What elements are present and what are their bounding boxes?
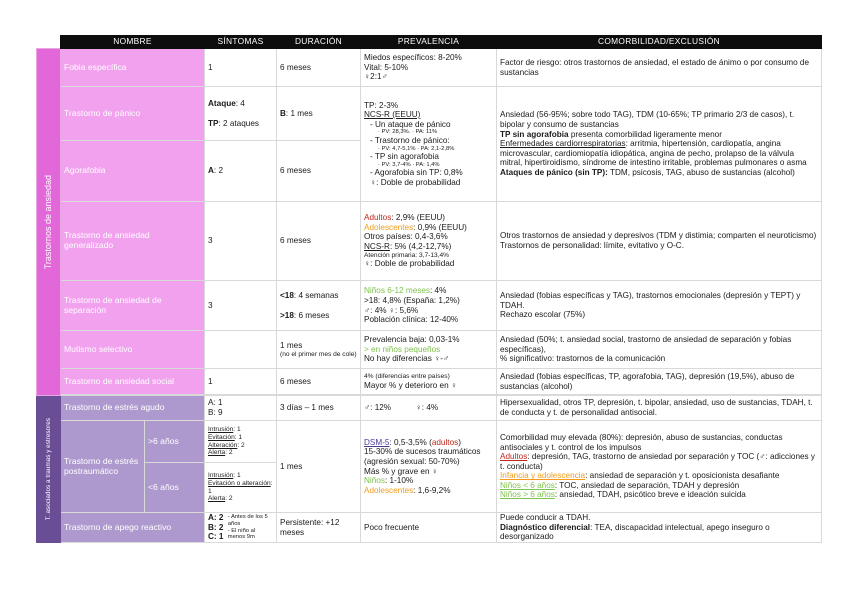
mut-prev-1: Prevalencia baja: 0,03-1% [364,335,460,345]
tept-sub-menor6: <6 años [145,463,205,513]
fobia-sintomas: 1 [205,49,277,87]
soc-prev-2: Mayor % y deterioro en ♀ [364,380,458,390]
tept-prev-3: Más % y grave en ♀ [364,466,438,476]
pa-prev-10: ♀: Doble de probabilidad [370,177,461,187]
group-label-trauma [37,396,61,543]
mutismo-duracion [277,331,361,369]
tept-b1v: : 1 [233,472,241,480]
row-name-apego: Trastorno de apego reactivo [61,513,205,543]
pa-prev-5: - Trastorno de pánico: [370,135,450,145]
pa-prev-1: TP: 2-3% [364,100,399,110]
tag-prevalencia [361,202,497,281]
separacion-comorbilidad [497,281,822,331]
row-name-panico: Trastorno de pánico [61,87,205,141]
sep-prev-3: ♂: 4% ♀: 5,6% [364,305,419,315]
panico-sint-label: Ataque [208,98,236,108]
apego-comor-dd: Diagnóstico diferencial [500,522,591,532]
header-sintomas: SÍNTOMAS [205,36,277,49]
pa-comor-5-bold: Ataques de pánico (sin TP): [500,167,608,177]
tept-b2: Evitación o alteración [208,479,271,487]
group-trauma-text: T. asociados a traumas y estresores [44,417,52,521]
pa-prev-3: - Un ataque de pánico [370,119,451,129]
tag-prev-adultos-val: : 2,9% (EEUU) [391,213,445,223]
tag-comorbilidad [497,202,822,281]
panico-dur-value: : 1 mes [285,108,313,118]
tept-a2v: : 1 [234,433,243,441]
tept-prev-adultos: adultos [431,437,459,447]
soc-prev-1: 4% (diferencias entre países) [364,372,450,380]
tag-prev-6: ♀: Doble de probabilidad [364,259,455,269]
tept-prev-adolescentes: Adolescentes [364,485,414,495]
mut-dur-1: 1 mes [280,340,303,350]
separacion-sintomas: 3 [205,281,277,331]
tept-comor-1: Comorbilidad muy elevada (80%): depresión, abuso de sustancias, conductas antisociales y t. control de los impulsos [500,432,783,452]
pa-prev-4: · PV: 28,3%. · PA: 11% [378,129,438,136]
agora-sint-label: A [208,166,214,176]
sep-prev-2: >18: 4,8% (España: 1,2%) [364,295,460,305]
tept-prev-adolescentes-val: : 1,6-9,2% [413,485,451,495]
fobia-prev-2: Vital: 5-10% [364,62,408,72]
separacion-duracion [277,281,361,331]
apego-sintomas [205,513,277,543]
panico-agorafobia-prevalencia [361,87,497,202]
apego-prevalencia: Poco frecuente [361,513,497,543]
tept-b1: Intrusión [208,472,234,480]
sep-prev-ninos: Niños 6-12 meses [364,286,430,296]
table-row [37,331,822,369]
tept-a1v: : 1 [233,426,241,434]
tept-a3: Alteración [208,441,238,449]
agudo-duracion: 3 días – 1 mes [277,396,361,421]
mut-comor-2: % significativo: trastornos de la comunicación [500,354,666,364]
sep-comor-2: Rechazo escolar (75%) [500,310,586,320]
pa-comor-2: presenta comorbilidad ligeramente menor [568,129,722,139]
row-name-separacion: Trastorno de ansiedad de separación [61,281,205,331]
tept-comor-infancia-val: : ansiedad de separación y t. oposicionista desafiante [585,471,780,481]
apego-n1: - Antes de los 5 años [227,514,268,527]
agudo-sintomas [205,396,277,421]
tept-a3v: : 2 [237,441,245,449]
tept-comor-menor6: Niños < 6 años [500,480,555,490]
tag-prev-ncsr: NCS-R [364,242,390,251]
pa-comor-2-bold: TP sin agorafobia [500,129,569,139]
pa-comor-1: Ansiedad (56-95%; sobre todo TAG), TDM (10-65%; TP primario 2/3 de casos), t. bipolar y consumo de sustancias [500,110,795,130]
pa-comor-4: : arritmia, hipertensión, cardiopatía, angina microvascular, cardiomiopatía idiopática, angina de pecho, prolapso de la válvula mitral, hipertiroidismo, síndrome de intestino irritable, problemas pulmonares o asma [500,139,807,168]
apego-s1: A: 2 [208,513,224,523]
tag-prev-5: Atención primaria: 3,7-13,4% [364,251,450,259]
sep-dur-1b: : 4 semanas [293,290,339,300]
table-row [37,202,822,281]
agudo-prev-2: ♀: 4% [415,403,439,413]
pa-comor-5: TDM, psicosis, TAG, abuso de sustancias (alcohol) [607,167,795,177]
header-duracion: DURACIÓN [277,36,361,49]
separacion-prevalencia [361,281,497,331]
table-row [37,396,822,421]
header-nombre: NOMBRE [61,36,205,49]
fobia-duracion: 6 meses [277,49,361,87]
apego-s3: C: 1 [208,532,224,542]
social-sintomas: 1 [205,369,277,395]
tag-prev-adolescentes-val: : 0,9% (EEUU) [413,222,467,232]
tept-b3: Alerta [208,495,226,503]
social-duracion: 6 meses [277,369,361,395]
apego-duracion: Persistente: +12 meses [277,513,361,543]
row-name-tept: Trastorno de estrés postraumático [61,421,145,513]
panico-dur-label: B [280,108,286,118]
row-name-tag: Trastorno de ansiedad generalizado [61,202,205,281]
apego-comorbilidad [497,513,822,543]
mut-comor-1: Ansiedad (50%; t. ansiedad social, trastorno de ansiedad de separación y fobias específicas), [500,335,792,354]
pa-prev-2: NCS-R (EEUU) [364,110,421,120]
tept-comorbilidad [497,421,822,513]
header-row [37,36,822,49]
agudo-comorbilidad: Hipersexualidad, otros TP, depresión, t. bipolar, ansiedad, uso de sustancias, TDAH, t. de conducta y t. de personalidad antisocial. [497,396,822,421]
panico-sint2-label: TP [208,118,219,128]
tept-a4: Alerta [208,449,226,457]
tept-a2: Evitación [208,433,235,441]
social-comorbilidad: Ansiedad (fobias específicas, TP, agorafobia, TAG), depresión (19,5%), abuso de sustancias (alcohol) [497,369,822,395]
apego-comor-1: Puede conducir a TDAH. [500,513,591,523]
tept-prev-ninos-val: : 1-10% [384,476,414,486]
fobia-comorbilidad: Factor de riesgo: otros trastornos de ansiedad, el estado de ánimo o por consumo de sustancias [497,49,822,87]
table-row [37,87,822,141]
tept-a4v: : 2 [225,449,233,457]
row-name-fobia: Fobia específica [61,49,205,87]
fobia-prevalencia [361,49,497,87]
table-row [37,281,822,331]
sep-dur-2a: >18 [280,310,294,320]
table-row [37,513,822,543]
mut-prev-2: > en niños pequeños [364,344,441,354]
apego-s2: B: 2 [208,522,224,532]
sep-comor-1: Ansiedad (fobias específicas y TAG), trastornos emocionales (depresión y TEPT) y TDAH. [500,291,801,310]
row-name-agudo: Trastorno de estrés agudo [61,396,205,421]
mut-prev-3: No hay diferencias ♀-♂ [364,354,450,364]
tag-sintomas: 3 [205,202,277,281]
tag-prev-ncsr-val: : 5% (4,2-12,7%) [389,242,452,251]
fobia-prev-3: ♀2:1♂ [364,72,388,82]
table-row [37,49,822,87]
group-label-ansiedad [37,49,61,396]
tept-sub-mayor6: >6 años [145,421,205,463]
row-name-mutismo: Mutismo selectivo [61,331,205,369]
summary-table-wrapper [36,35,821,547]
pa-prev-9: - Agorafobia sin TP: 0,8% [370,168,463,178]
tag-prev-adolescentes: Adolescentes [364,222,414,232]
row-name-social: Trastorno de ansiedad social [61,369,205,395]
sep-dur-2b: : 6 meses [293,310,330,320]
tept-prev-close: ) [458,437,461,447]
panico-sintomas [205,87,277,141]
panico-agorafobia-comorbilidad [497,87,822,202]
mutismo-prevalencia [361,331,497,369]
panico-duracion [277,87,361,141]
tept-comor-mayor6-val: : ansiedad, TDAH, psicótico breve e ideación suicida [554,490,746,500]
header-prevalencia: PREVALENCIA [361,36,497,49]
apego-n2: - El niño al menos 9m [227,527,256,541]
mutismo-comorbilidad [497,331,822,369]
tept-comor-adultos-val: : depresión, TAG, trastorno de ansiedad por separación y TOC (♂: adicciones y t. conducta) [500,452,816,471]
header-comorbilidad: COMORBILIDAD/EXCLUSIÓN [497,36,822,49]
agudo-sint-1: A: 1 [208,398,223,408]
table-row [37,421,822,463]
pa-prev-6: · PV: 4,7-5,1% · PA: 2,1-2,8% [378,145,455,152]
disorders-table [36,35,822,543]
agora-sintomas [205,141,277,202]
tept-prevalencia [361,421,497,513]
tag-duracion: 6 meses [277,202,361,281]
tag-comor-2: Trastornos de personalidad: límite, evitativo y O-C. [500,241,684,250]
agudo-prevalencia [361,396,497,421]
tept-b3v: : 2 [225,495,233,503]
tept-duracion: 1 mes [277,421,361,513]
tept-comor-infancia: Infancia y adolescencia [500,471,586,481]
tept-prev-ninos: Niños [364,476,385,486]
sep-dur-1a: <18 [280,290,294,300]
pa-prev-8: · PV: 3,7-4% · PA: 1,4% [378,161,440,168]
tept-prev-dsm: DSM-5 [364,437,390,447]
tept-prev-2: 15-30% de sucesos traumáticos (agresión sexual: 50-70%) [364,447,481,466]
tept-comor-adultos: Adultos [500,452,528,462]
agora-duracion: 6 meses [277,141,361,202]
social-prevalencia [361,369,497,395]
tept-sintomas-mayor6 [205,421,277,463]
header-blank [37,36,61,49]
agudo-sint-2: B: 9 [208,408,223,417]
table-row [37,369,822,395]
tept-comor-mayor6: Niños > 6 años [500,490,555,500]
apego-comor-dd-val: : TEA, discapacidad intelectual, apego inseguro o desorganizado [500,522,770,542]
group-ansiedad-text: Trastornos de ansiedad [42,174,53,270]
panico-sint2-value: : 2 ataques [218,118,259,128]
pa-prev-7: - TP sin agorafobia [370,152,439,162]
tag-comor-1: Otros trastornos de ansiedad y depresivos (TDM y distimia; comparten el neuroticismo) [500,231,817,241]
fobia-prev-1: Miedos específicos: 8-20% [364,53,462,63]
tag-prev-adultos: Adultos [364,213,392,223]
agudo-prev-1: ♂: 12% [364,403,392,413]
mut-dur-2: (no el primer mes de cole) [280,350,357,358]
sep-prev-4: Población clínica: 12-40% [364,315,459,325]
agora-sint-value: : 2 [213,166,224,176]
tept-comor-menor6-val: : TOC, ansiedad de separación, TDAH y depresión [554,480,740,490]
row-name-agorafobia: Agorafobia [61,141,205,202]
tept-prev-dsm-val: : 0,5-3,5% ( [389,437,432,447]
tept-sintomas-menor6 [205,463,277,513]
tept-b2v: : 1 [208,479,273,495]
tag-prev-3: Otros países: 0,4-3,6% [364,232,448,242]
pa-comor-3: Enfermedades cardiorrespiratorias [500,139,626,149]
sep-prev-ninos-val: : 4% [429,286,447,296]
tept-a1: Intrusión [208,426,234,434]
panico-sint-value: : 4 [235,98,245,108]
